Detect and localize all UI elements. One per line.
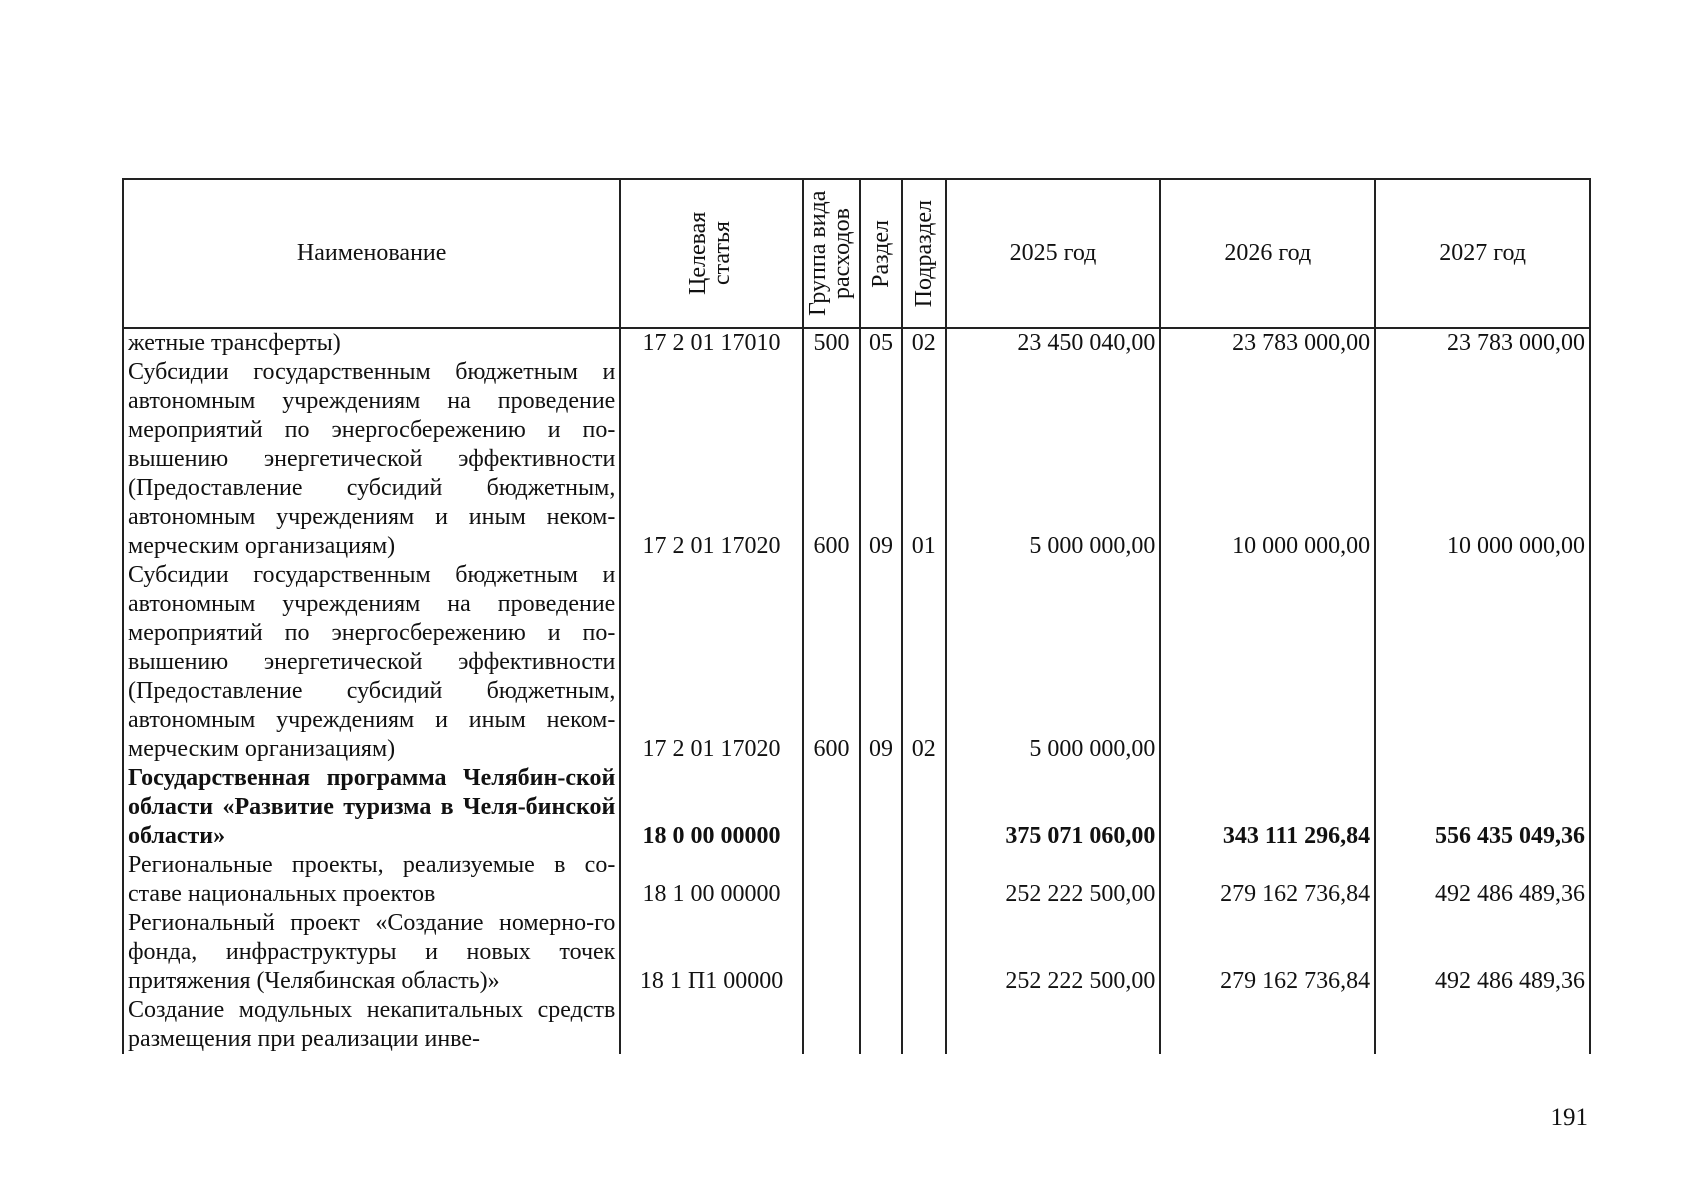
- table-header-row: [123, 179, 1590, 328]
- header-expense-group-label: Группа вида расходов: [805, 190, 856, 317]
- header-subsection: [902, 179, 946, 328]
- row-amount-2026: 279 162 736,84: [1160, 909, 1375, 996]
- header-year-2027-label: 2027 год: [1439, 240, 1526, 266]
- row-code: 18 0 00 00000: [620, 764, 802, 851]
- row-name: Региональный проект «Создание номерно-го фонда, инфраструктуры и новых точек притяжения (Челябинская область)»: [123, 909, 620, 996]
- table-row-program: [123, 764, 1590, 851]
- header-target-article-label: Целевая статья: [684, 211, 735, 296]
- table-row: [123, 358, 1590, 561]
- row-group: 500: [803, 328, 860, 358]
- header-year-2026: [1160, 179, 1375, 328]
- row-amount-2027: 556 435 049,36: [1375, 764, 1590, 851]
- header-year-2027: [1375, 179, 1590, 328]
- row-subsection: [902, 909, 946, 996]
- table-row: [123, 328, 1590, 358]
- row-section: [860, 764, 902, 851]
- row-amount-2026: [1160, 561, 1375, 764]
- row-subsection: [902, 996, 946, 1054]
- row-code: [620, 996, 802, 1054]
- row-amount-2026: 23 783 000,00: [1160, 328, 1375, 358]
- row-group: [803, 996, 860, 1054]
- row-subsection: 02: [902, 561, 946, 764]
- row-name: жетные трансферты): [123, 328, 620, 358]
- row-amount-2027: [1375, 561, 1590, 764]
- row-amount-2025: 23 450 040,00: [946, 328, 1161, 358]
- row-section: [860, 851, 902, 909]
- header-target-article: [620, 179, 802, 328]
- row-amount-2026: [1160, 996, 1375, 1054]
- header-section-label: Раздел: [867, 219, 894, 288]
- row-code: 18 1 00 00000: [620, 851, 802, 909]
- row-amount-2025: [946, 996, 1161, 1054]
- row-amount-2026: 279 162 736,84: [1160, 851, 1375, 909]
- row-name: Региональные проекты, реализуемые в со-ставе национальных проектов: [123, 851, 620, 909]
- row-amount-2027: 492 486 489,36: [1375, 851, 1590, 909]
- header-expense-group: [803, 179, 860, 328]
- row-code: 18 1 П1 00000: [620, 909, 802, 996]
- row-section: 09: [860, 561, 902, 764]
- header-year-2026-label: 2026 год: [1224, 240, 1312, 266]
- row-name: Субсидии государственным бюджетным и автономным учреждениям на проведение мероприятий по энергосбережению и по-вышению энергетической эффективности (Предоставление субсидий бюджетным, автономным учреждениям и иным неком-мерческим организациям): [123, 561, 620, 764]
- row-amount-2027: 10 000 000,00: [1375, 358, 1590, 561]
- row-group: [803, 764, 860, 851]
- row-section: 09: [860, 358, 902, 561]
- header-section: [860, 179, 902, 328]
- row-amount-2025: 252 222 500,00: [946, 909, 1161, 996]
- row-section: 05: [860, 328, 902, 358]
- row-amount-2026: 343 111 296,84: [1160, 764, 1375, 851]
- row-group: [803, 909, 860, 996]
- row-amount-2026: 10 000 000,00: [1160, 358, 1375, 561]
- row-group: [803, 851, 860, 909]
- row-code: 17 2 01 17010: [620, 328, 802, 358]
- header-year-2025: [946, 179, 1161, 328]
- row-code: 17 2 01 17020: [620, 561, 802, 764]
- row-amount-2025: 5 000 000,00: [946, 561, 1161, 764]
- table-row: [123, 851, 1590, 909]
- table-row: [123, 909, 1590, 996]
- row-name: Государственная программа Челябин-ской области «Развитие туризма в Челя-бинской области»: [123, 764, 620, 851]
- page-number: 191: [1550, 1104, 1588, 1131]
- header-year-2025-label: 2025 год: [1009, 240, 1097, 266]
- row-code: 17 2 01 17020: [620, 358, 802, 561]
- row-amount-2025: 5 000 000,00: [946, 358, 1161, 561]
- header-subsection-label: Подраздел: [910, 199, 937, 308]
- row-amount-2027: [1375, 996, 1590, 1054]
- row-subsection: 02: [902, 328, 946, 358]
- table-row: [123, 561, 1590, 764]
- row-subsection: 01: [902, 358, 946, 561]
- row-name: Создание модульных некапитальных средств размещения при реализации инве-: [123, 996, 620, 1054]
- row-amount-2025: 375 071 060,00: [946, 764, 1161, 851]
- row-amount-2025: 252 222 500,00: [946, 851, 1161, 909]
- row-section: [860, 909, 902, 996]
- row-amount-2027: 23 783 000,00: [1375, 328, 1590, 358]
- header-name-label: Наименование: [296, 240, 447, 266]
- row-subsection: [902, 764, 946, 851]
- row-section: [860, 996, 902, 1054]
- row-name: Субсидии государственным бюджетным и автономным учреждениям на проведение мероприятий по энергосбережению и по-вышению энергетической эффективности (Предоставление субсидий бюджетным, автономным учреждениям и иным неком-мерческим организациям): [123, 358, 620, 561]
- row-group: 600: [803, 358, 860, 561]
- row-subsection: [902, 851, 946, 909]
- budget-table: [122, 178, 1591, 1054]
- table-row: [123, 996, 1590, 1054]
- row-group: 600: [803, 561, 860, 764]
- row-amount-2027: 492 486 489,36: [1375, 909, 1590, 996]
- header-name: [123, 179, 620, 328]
